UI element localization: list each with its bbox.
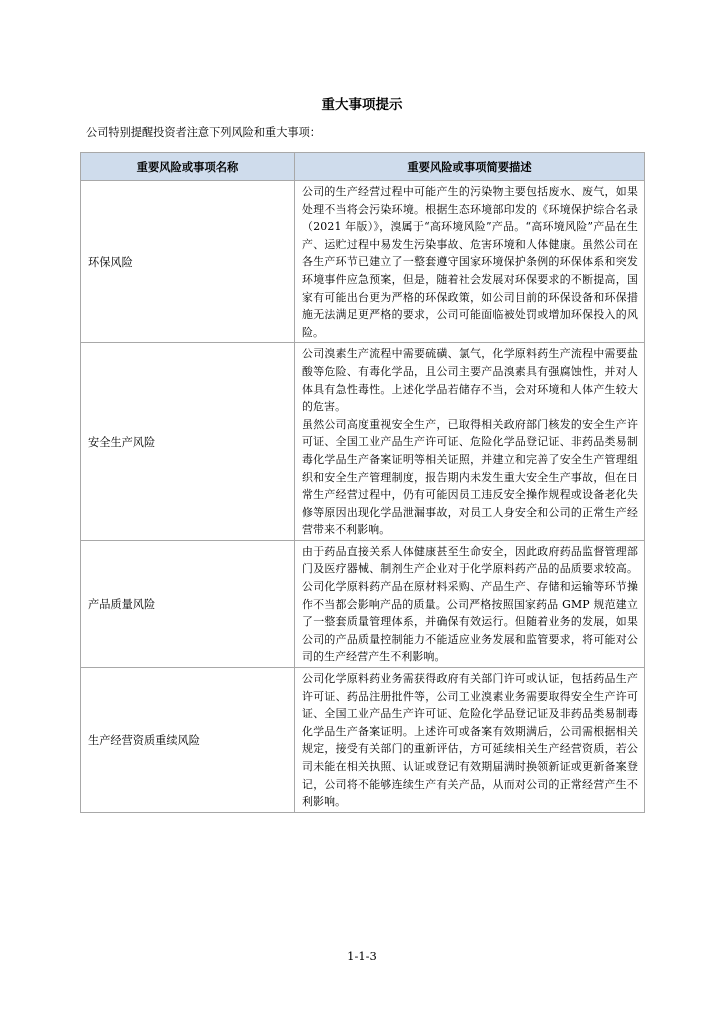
risk-name-license-renewal: 生产经营资质重续风险 [81, 668, 295, 813]
header-risk-name: 重要风险或事项名称 [81, 153, 295, 181]
page-title: 重大事项提示 [321, 97, 403, 113]
table-row [81, 540, 645, 667]
risk-name-safety: 安全生产风险 [81, 343, 295, 541]
description-paragraph: 公司的生产经营过程中可能产生的污染物主要包括废水、废气，如果处理不当将会污染环境。根据生态环境部印发的《环境保护综合名录（2021 年版）》，溴属于“高环境风险”产品。“高环境风险”产品在生产、运贮过程中易发生污染事故、危害环境和人体健康。虽然公司在各生产环节已建立了一整套遵守国家环境保护条例的环保体系和突发环境事件应急预案，但是，随着社会发展对环保要求的不断提高，国家有可能出台更为严格的环保政策，如公司目前的环保设备和环保措施无法满足更严格的要求，公司可能面临被处罚或增加环保投入的风险。 [302, 185, 638, 339]
description-paragraph: 由于药品直接关系人体健康甚至生命安全，因此政府药品监督管理部门及医疗器械、制剂生产企业对于化学原料药产品的品质要求较高。公司化学原料药产品在原材料采购、产品生产、存储和运输等环节操作不当都会影响产品的质量。公司严格按照国家药品 GMP 规范建立了一整套质量管理体系，并确保有效运行。但随着业务的发展，如果公司的产品质量控制能力不能适应业务发展和监管要求，将可能对公司的生产经营产生不利影响。 [302, 544, 638, 664]
risk-description-license-renewal [295, 668, 645, 813]
risk-name-environmental: 环保风险 [81, 181, 295, 343]
table-header-row [81, 153, 645, 181]
risk-name-quality: 产品质量风险 [81, 540, 295, 667]
table-row [81, 343, 645, 541]
intro-text: 公司特别提醒投资者注意下列风险和重大事项： [86, 126, 321, 139]
risk-description-environmental [295, 181, 645, 343]
risk-description-safety [295, 343, 645, 541]
description-paragraph: 虽然公司高度重视安全生产，已取得相关政府部门核发的安全生产许可证、全国工业产品生产许可证、危险化学品登记证、非药品类易制毒化学品生产备案证明等相关证照，并建立和完善了安全生产管理组织和安全生产管理制度，报告期内未发生重大安全生产事故，但在日常生产经营过程中，仍有可能因员工违反安全操作规程或设备老化失修等原因出现化学品泄漏事故，对员工人身安全和公司的正常生产经营带来不利影响。 [302, 417, 638, 537]
risk-table [80, 152, 645, 813]
risk-description-quality [295, 540, 645, 667]
table-row [81, 668, 645, 813]
table-row [81, 181, 645, 343]
page-number: 1-1-3 [347, 949, 377, 963]
description-paragraph: 公司化学原料药业务需获得政府有关部门许可或认证，包括药品生产许可证、药品注册批件等，公司工业溴素业务需要取得安全生产许可证、全国工业产品生产许可证、危险化学品登记证及非药品类易制毒化学品生产备案证明。上述许可或备案有效期满后，公司需根据相关规定，接受有关部门的重新评估，方可延续相关生产经营资质，若公司未能在相关执照、认证或登记有效期届满时换领新证或更新备案登记，公司将不能够连续生产有关产品，从而对公司的正常经营产生不利影响。 [302, 672, 638, 809]
header-risk-description: 重要风险或事项简要描述 [295, 153, 645, 181]
description-paragraph: 公司溴素生产流程中需要硫磺、氯气，化学原料药生产流程中需要盐酸等危险、有毒化学品，且公司主要产品溴素具有强腐蚀性，并对人体具有急性毒性。上述化学品若储存不当，会对环境和人体产生较大的危害。 [302, 347, 638, 414]
